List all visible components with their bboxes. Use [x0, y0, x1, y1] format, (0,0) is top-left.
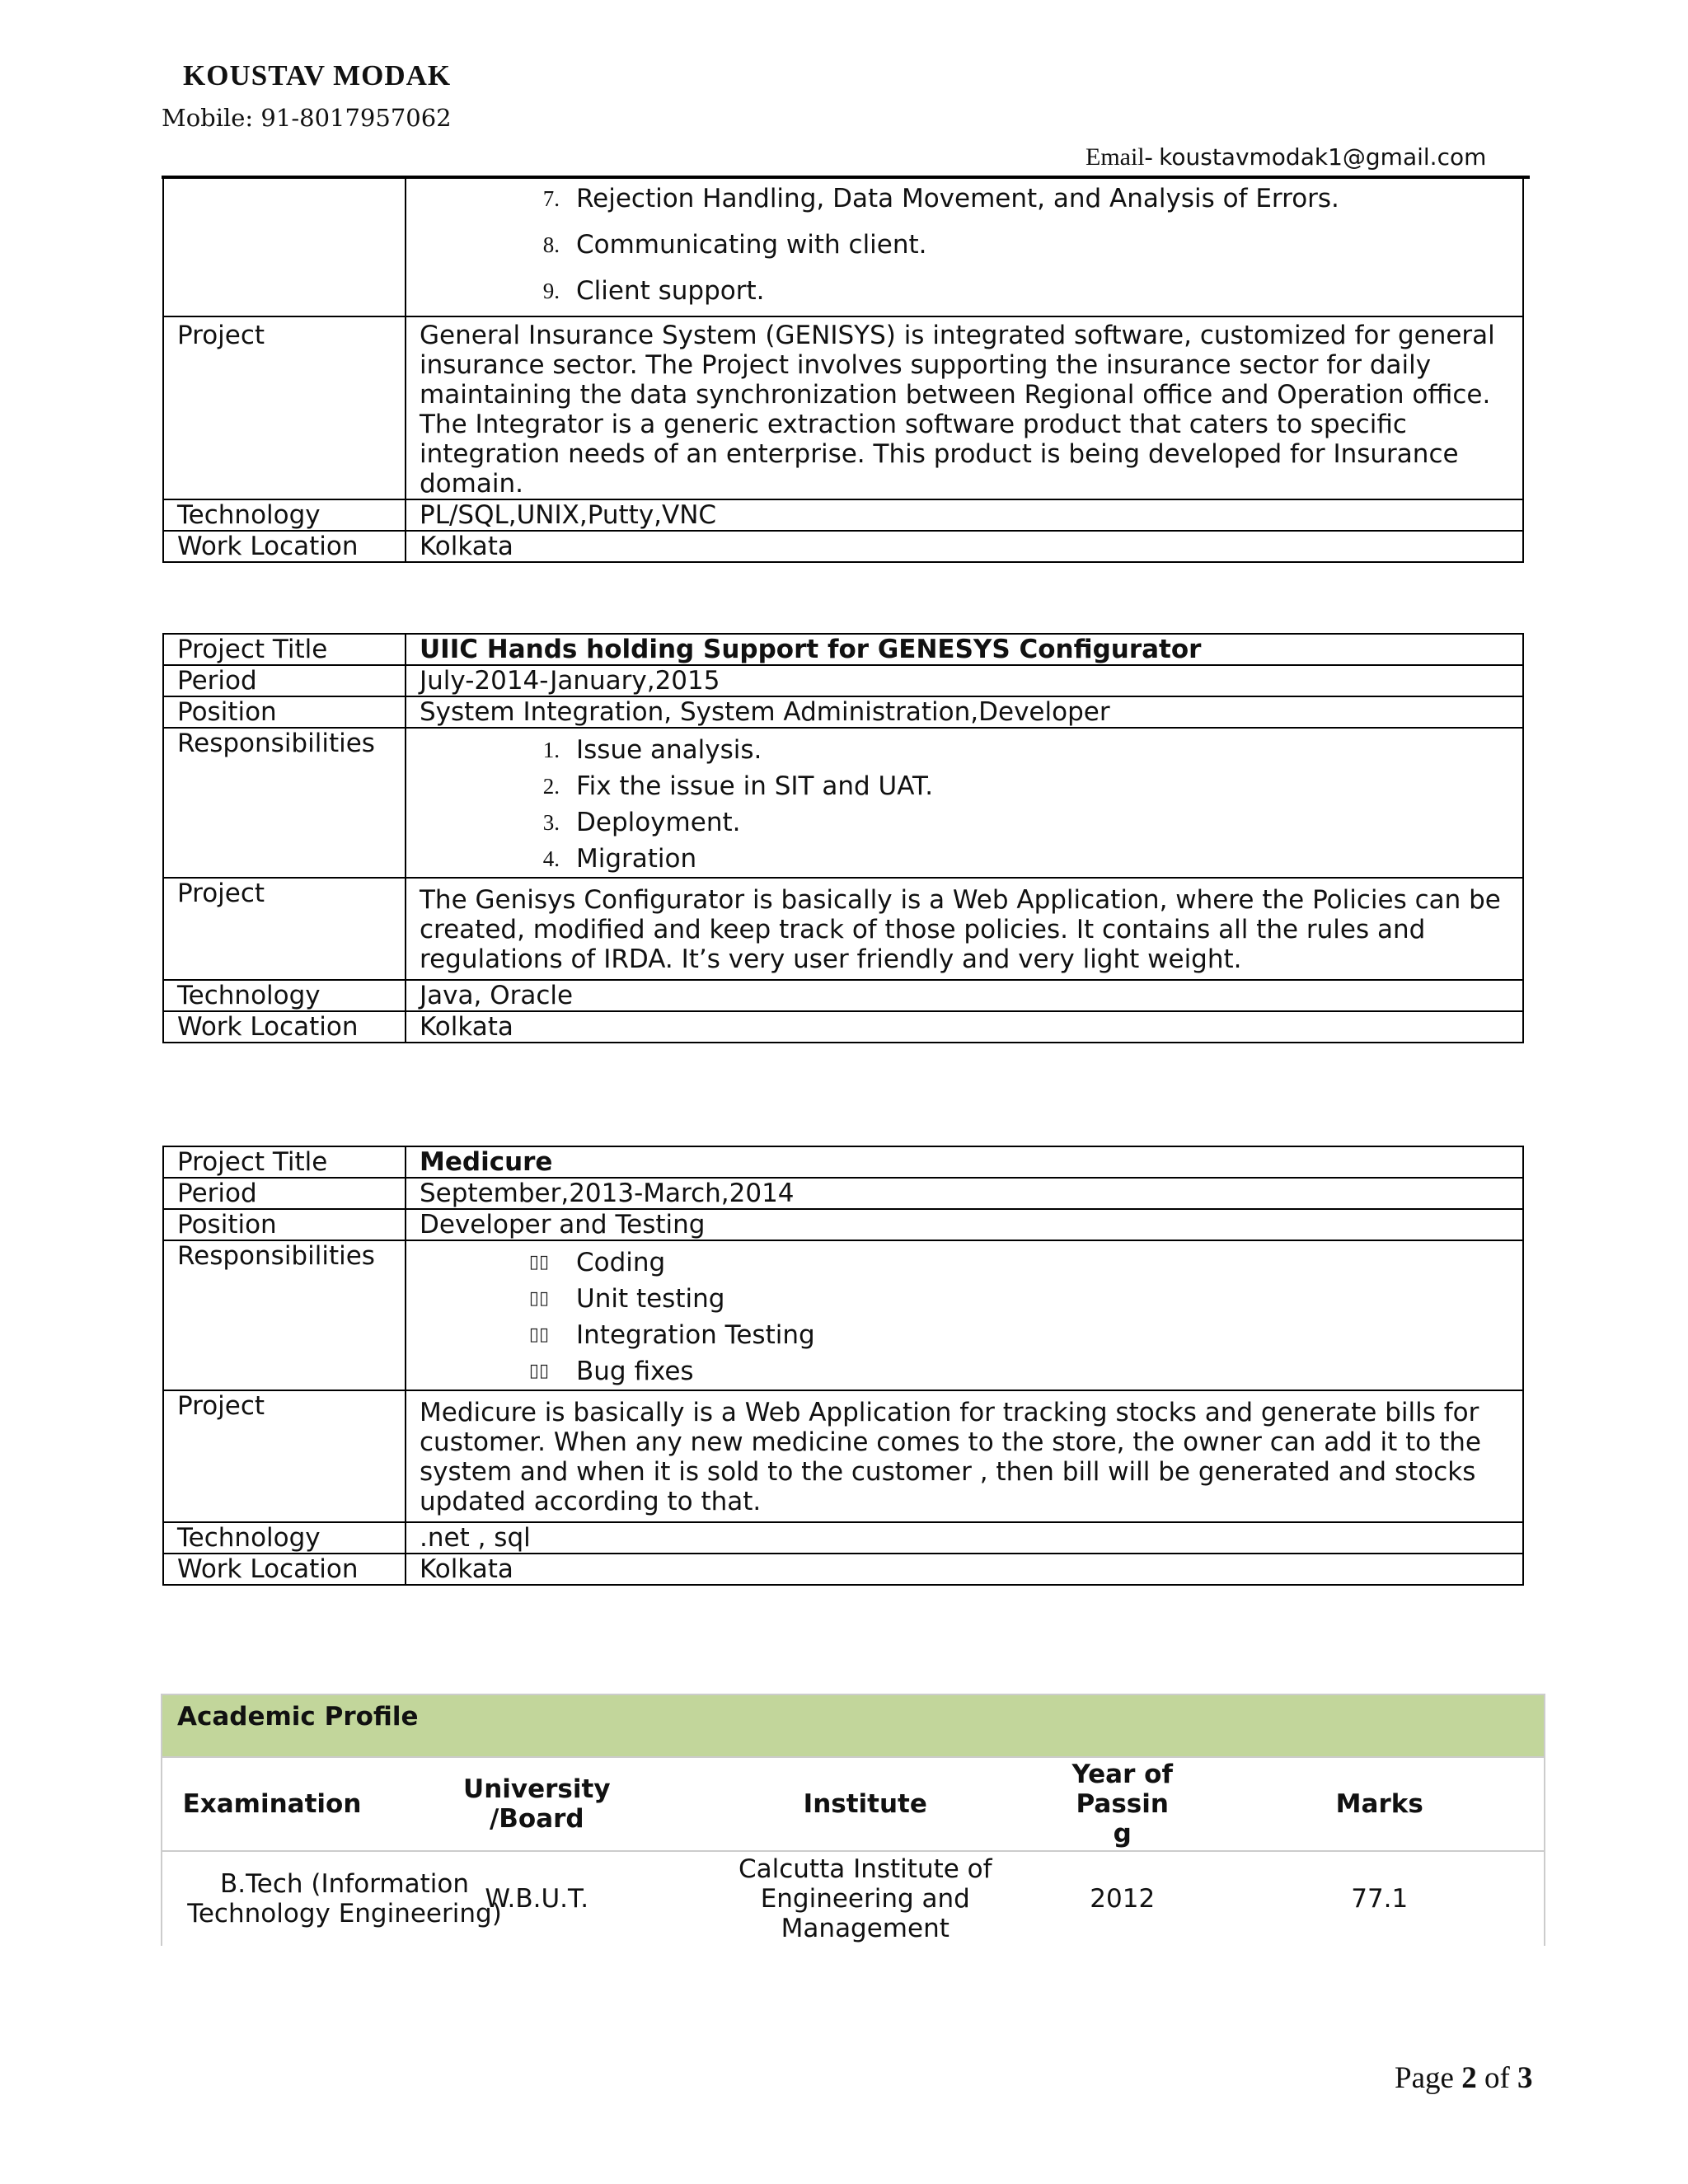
project-label: Project: [163, 1390, 406, 1522]
period-label: Period: [163, 665, 406, 696]
project-description: The Genisys Configurator is basically is a Web Application, where the Policies can be created, modified and keep track of those policies. It contains all the rules and regulations of IRDA. It’s very user friendly and very light weight.: [406, 878, 1523, 980]
column-header: Examination: [162, 1757, 373, 1851]
technology-label: Technology: [163, 1522, 406, 1554]
academic-table: [162, 1756, 1544, 1946]
position-value: System Integration, System Administration,Developer: [406, 696, 1523, 728]
project-description: Medicure is basically is a Web Application for tracking stocks and generate bills for customer. When any new medicine comes to the store, the owner can add it to the system and when it is sold to the customer , then bill will be generated and stocks updated according to that.: [406, 1390, 1523, 1522]
list-item: ▯▯ Unit testing: [420, 1281, 1514, 1317]
column-header: Marks: [1215, 1757, 1544, 1851]
responsibilities-cell: [406, 728, 1523, 878]
project-title-label: Project Title: [163, 1146, 406, 1178]
academic-profile: [161, 1694, 1545, 1946]
work-location-value: Kolkata: [406, 1011, 1523, 1043]
email-address: koustavmodak1@gmail.com: [1159, 143, 1487, 171]
column-header: Institute: [701, 1757, 1030, 1851]
technology-value: Java, Oracle: [406, 980, 1523, 1011]
column-header: University /Board: [373, 1757, 701, 1851]
technology-value: .net , sql: [406, 1522, 1523, 1554]
list-item: ▯▯ Integration Testing: [420, 1317, 1514, 1353]
project-label: Project: [163, 878, 406, 980]
table-cell: Calcutta Institute of Engineering and Management: [738, 1854, 992, 1943]
list-item: 2. Fix the issue in SIT and UAT.: [542, 771, 934, 801]
project-table-1: [162, 177, 1524, 563]
position-label: Position: [163, 696, 406, 728]
list-item: 4. Migration: [542, 844, 697, 874]
technology-value: PL/SQL,UNIX,Putty,VNC: [406, 499, 1523, 531]
academic-profile-heading: Academic Profile: [162, 1694, 1544, 1756]
responsibilities-cell: [406, 178, 1523, 316]
table-cell: 77.1: [1351, 1884, 1409, 1914]
period-label: Period: [163, 1178, 406, 1209]
email-label: Email-: [1085, 143, 1160, 171]
position-value: Developer and Testing: [406, 1209, 1523, 1240]
work-location-label: Work Location: [163, 531, 406, 562]
table-cell: 2012: [1090, 1884, 1156, 1914]
list-item: 3. Deployment.: [542, 808, 741, 837]
column-header: Year of Passin g: [1029, 1757, 1215, 1851]
list-item: ▯▯ Bug fixes: [420, 1353, 1514, 1390]
work-location-label: Work Location: [163, 1011, 406, 1043]
project-table-2: [162, 633, 1524, 1043]
position-label: Position: [163, 1209, 406, 1240]
project-description: General Insurance System (GENISYS) is integrated software, customized for general insurance sector. The Project involves supporting the insurance sector for daily maintaining the data synchronization between Regional office and Operation office. The Integrator is a generic extraction software product that caters to specific integration needs of an enterprise. This product is being developed for Insurance domain.: [406, 316, 1523, 499]
candidate-name: KOUSTAV MODAK: [183, 59, 452, 91]
responsibilities-label: Responsibilities: [163, 1240, 406, 1390]
table-header-row: [162, 1757, 1544, 1851]
project-title-value: Medicure: [406, 1146, 1523, 1178]
list-item: 1. Issue analysis.: [542, 735, 762, 765]
bullet-icon: ▯▯: [528, 1288, 550, 1309]
table-cell: B.Tech (Information Technology Engineering): [187, 1869, 502, 1929]
responsibilities-label: Responsibilities: [163, 728, 406, 878]
period-value: September,2013-March,2014: [406, 1178, 1523, 1209]
work-location-value: Kolkata: [406, 531, 1523, 562]
bullet-icon: ▯▯: [528, 1361, 550, 1381]
project-table-3: [162, 1146, 1524, 1586]
project-label: Project: [163, 316, 406, 499]
list-item: 8. Communicating with client.: [542, 230, 927, 260]
label-cell-empty: [163, 178, 406, 316]
work-location-value: Kolkata: [406, 1554, 1523, 1585]
work-location-label: Work Location: [163, 1554, 406, 1585]
email-line: [1085, 143, 1486, 171]
project-title-value: UIIC Hands holding Support for GENESYS Configurator: [406, 634, 1523, 665]
technology-label: Technology: [163, 980, 406, 1011]
technology-label: Technology: [163, 499, 406, 531]
responsibilities-cell: [406, 1240, 1523, 1390]
list-item: 9. Client support.: [542, 276, 765, 306]
bullet-icon: ▯▯: [528, 1324, 550, 1345]
table-cell: W.B.U.T.: [485, 1884, 589, 1914]
list-item: 7. Rejection Handling, Data Movement, and Analysis of Errors.: [542, 184, 1339, 213]
table-row: [162, 1851, 1544, 1946]
bullet-icon: ▯▯: [528, 1252, 550, 1272]
project-title-label: Project Title: [163, 634, 406, 665]
mobile-number: Mobile: 91-8017957062: [162, 104, 452, 132]
period-value: July-2014-January,2015: [406, 665, 1523, 696]
page-number: Page 2 of 3: [1395, 2061, 1533, 2095]
list-item: ▯▯ Coding: [420, 1244, 1514, 1281]
